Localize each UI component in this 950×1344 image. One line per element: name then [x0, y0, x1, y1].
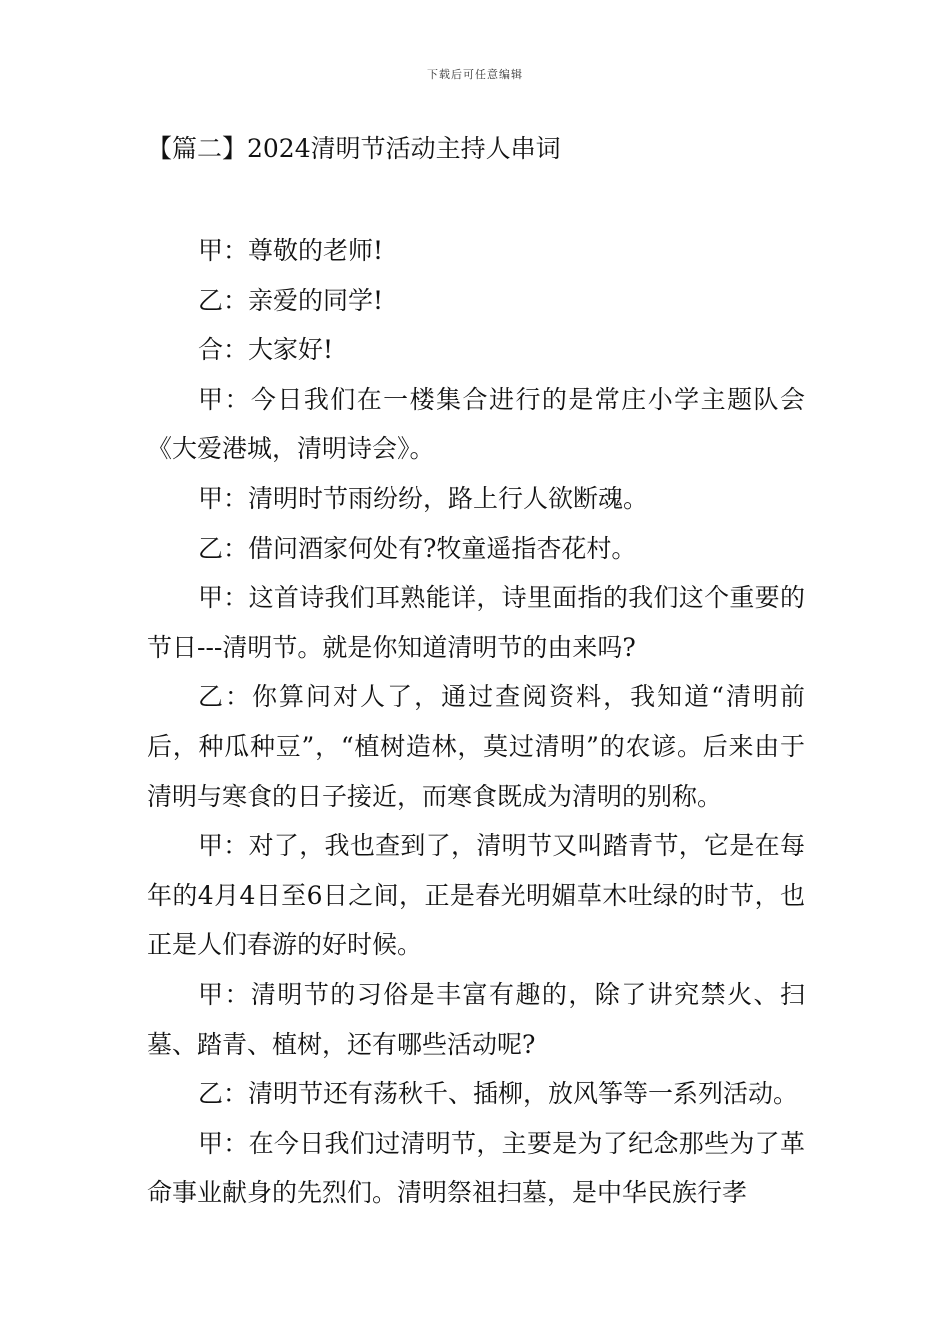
- paragraph: 甲：今日我们在一楼集合进行的是常庄小学主题队会《大爱港城，清明诗会》。: [147, 384, 805, 464]
- paragraph: 合：大家好!: [198, 335, 334, 365]
- document-title: 【篇二】2024清明节活动主持人串词: [147, 134, 561, 163]
- paragraph: 甲：对了，我也查到了，清明节又叫踏青节，它是在每年的4月4日至6日之间，正是春光明媚草木吐绿的时节，也正是人们春游的好时候。: [147, 831, 805, 960]
- paragraph: 乙：借问酒家何处有?牧童遥指杏花村。: [198, 533, 637, 563]
- document-body: [147, 226, 805, 1218]
- paragraph: 甲：这首诗我们耳熟能详，诗里面指的我们这个重要的节日---清明节。就是你知道清明节的由来吗?: [147, 583, 805, 662]
- paragraph: 甲：尊敬的老师!: [198, 236, 384, 265]
- paragraph: 乙：你算问对人了，通过查阅资料，我知道“清明前后，种瓜种豆”，“植树造林，莫过清明”的农谚。后来由于清明与寒食的日子接近，而寒食既成为清明的别称。: [147, 682, 805, 811]
- paragraph: 乙：清明节还有荡秋千、插柳，放风筝等一系列活动。: [198, 1079, 799, 1109]
- paragraph: 甲：清明节的习俗是丰富有趣的，除了讲究禁火、扫墓、踏青、植树，还有哪些活动呢?: [147, 979, 805, 1059]
- paragraph: 甲：清明时节雨纷纷，路上行人欲断魂。: [198, 483, 649, 513]
- paragraph: 乙：亲爱的同学!: [198, 285, 384, 315]
- header-note: 下载后可任意编辑: [427, 68, 523, 81]
- paragraph: 甲：在今日我们过清明节，主要是为了纪念那些为了革命事业献身的先烈们。清明祭祖扫墓，是中华民族行孝: [147, 1128, 805, 1208]
